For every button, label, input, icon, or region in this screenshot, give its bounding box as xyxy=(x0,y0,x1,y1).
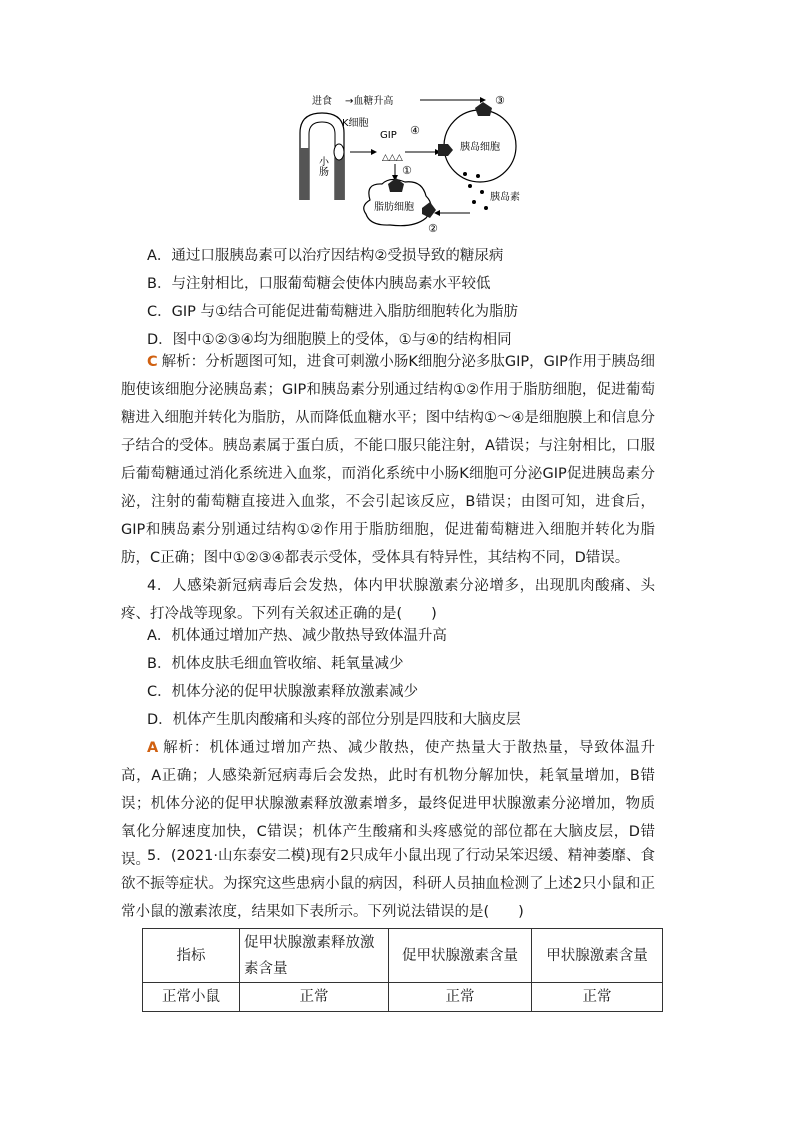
intestine-label: 小肠 xyxy=(316,156,328,176)
marker-2: ② xyxy=(428,222,438,235)
marker-4: ④ xyxy=(410,124,420,137)
q4-stem xyxy=(121,572,655,628)
hormone-diagram xyxy=(290,88,540,238)
q5-stem xyxy=(121,842,655,926)
table-cell: 正常 xyxy=(532,983,663,1012)
q4-option-d: D．机体产生肌肉酸痛和头疼的部位分别是四肢和大脑皮层 xyxy=(147,712,521,728)
q4-option-b: B．机体皮肤毛细血管收缩、耗氧量减少 xyxy=(147,656,404,672)
marker-3: ③ xyxy=(495,94,505,107)
table-header: 指标 xyxy=(143,929,240,983)
hormone-table xyxy=(142,928,663,1012)
q4-stem-text: 4．人感染新冠病毒后会发热，体内甲状腺激素分泌增多，出现肌肉酸痛、头疼、打冷战等现象。下列有关叙述正确的是( ) xyxy=(121,578,655,622)
q5-stem-text: 5．(2021·山东泰安二模)现有2只成年小鼠出现了行动呆笨迟缓、精神萎靡、食欲不振等症状。为探究这些患病小鼠的病因，科研人员抽血检测了上述2只小鼠和正常小鼠的激素浓度，结果如下表所示。下列说法错误的是( ) xyxy=(121,848,655,920)
table-row xyxy=(143,983,663,1012)
table-header-row xyxy=(143,929,663,983)
fat-cell-label: 脂肪细胞 xyxy=(374,202,414,213)
q4-analysis-text: 解析：机体通过增加产热、减少散热，使产热量大于散热量，导致体温升高，A正确；人感染新冠病毒后会发热，此时有机物分解加快，耗氧量增加，B错误；机体分泌的促甲状腺激素释放激素增多，最终促进甲状腺激素分泌增加，物质氧化分解速度加快，C错误；机体产生酸痛和头疼感觉的部位都在大脑皮层，D错误。 xyxy=(121,740,655,868)
q3-answer: C xyxy=(147,354,158,370)
q3-analysis-text: 解析：分析题图可知，进食可刺激小肠K细胞分泌多肽GIP，GIP作用于胰岛细胞使该细胞分泌胰岛素；GIP和胰岛素分别通过结构①②作用于脂肪细胞，促进葡萄糖进入细胞并转化为脂肪，从而降低血糖水平；图中结构①～④是细胞膜上和信息分子结合的受体。胰岛素属于蛋白质，不能口服只能注射，A错误；与注射相比，口服后葡萄糖通过消化系统进入血浆，而消化系统中小肠K细胞可分泌GIP促进胰岛素分泌，注射的葡萄糖直接进入血浆，不会引起该反应，B错误；由图可知，进食后，GIP和胰岛素分别通过结构①②作用于脂肪细胞，促进葡萄糖进入细胞并转化为脂肪，C正确；图中①②③④都表示受体，受体具有特异性，其结构不同，D错误。 xyxy=(121,354,655,566)
q4-option-a: A．机体通过增加产热、减少散热导致体温升高 xyxy=(147,628,447,644)
islet-cell-label: 胰岛细胞 xyxy=(460,142,500,153)
k-cell-label: K细胞 xyxy=(342,118,369,129)
q3-option-c: C．GIP 与①结合可能促进葡萄糖进入脂肪细胞转化为脂肪 xyxy=(147,304,518,320)
gip-label: GIP xyxy=(380,130,397,141)
k-cell xyxy=(334,144,344,160)
table-header: 促甲状腺激素释放激素含量 xyxy=(240,929,389,983)
table-header: 促甲状腺激素含量 xyxy=(389,929,532,983)
insulin-label: 胰岛素 xyxy=(490,192,520,203)
table-cell: 正常 xyxy=(240,983,389,1012)
q4-option-c: C．机体分泌的促甲状腺激素释放激素减少 xyxy=(147,684,419,700)
eat-label: 进食 xyxy=(312,96,332,107)
marker-1: ① xyxy=(402,164,412,177)
q3-option-b: B．与注射相比，口服葡萄糖会使体内胰岛素水平较低 xyxy=(147,276,491,292)
receptor-3-icon xyxy=(475,102,492,116)
glucose-rise-label: →血糖升高 xyxy=(345,96,394,107)
table-cell: 正常 xyxy=(389,983,532,1012)
q3-option-d: D．图中①②③④均为细胞膜上的受体，①与④的结构相同 xyxy=(147,332,512,348)
gip-molecules-icon: △△△ xyxy=(382,153,403,163)
q3-analysis xyxy=(121,348,655,572)
table-header: 甲状腺激素含量 xyxy=(532,929,663,983)
q4-answer: A xyxy=(147,740,159,756)
q3-option-a: A．通过口服胰岛素可以治疗因结构②受损导致的糖尿病 xyxy=(147,248,504,264)
table-cell: 正常小鼠 xyxy=(143,983,240,1012)
